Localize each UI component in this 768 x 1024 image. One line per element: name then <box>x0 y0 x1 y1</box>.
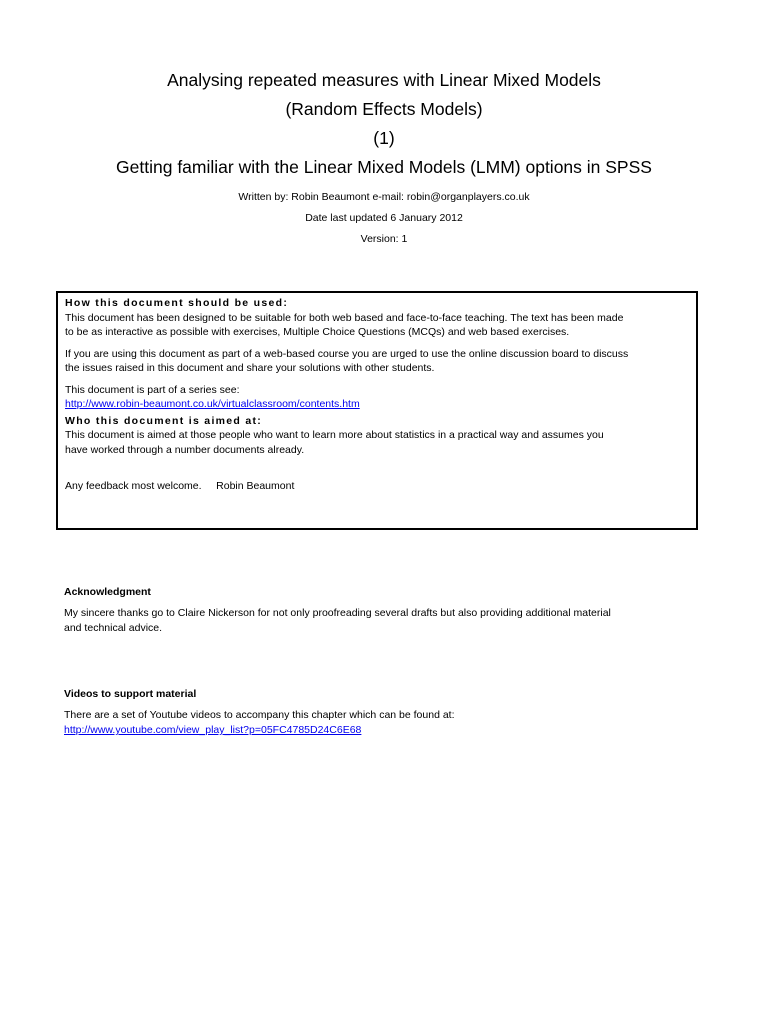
author-line: Written by: Robin Beaumont e-mail: robin@organplayers.co.uk <box>238 191 530 203</box>
date-line: Date last updated 6 January 2012 <box>305 212 463 224</box>
videos-text-line: There are a set of Youtube videos to accompany this chapter which can be found at: <box>64 709 455 721</box>
audience-heading: Who this document is aimed at: <box>65 414 263 427</box>
usage-info-box <box>56 291 698 530</box>
version-line: Version: 1 <box>360 233 408 245</box>
series-label: This document is part of a series see: <box>65 383 240 396</box>
document-subtitle: (Random Effects Models) <box>285 99 483 119</box>
feedback-line: Any feedback most welcome. Robin Beaumont <box>65 480 295 492</box>
usage-paragraph-line: This document has been designed to be suitable for both web based and face-to-face teaching. The text has been made <box>65 311 624 324</box>
acknowledgment-text-line: My sincere thanks go to Claire Nickerson for not only proofreading several drafts but also providing additional material <box>64 607 611 619</box>
series-contents-link[interactable]: http://www.robin-beaumont.co.uk/virtualclassroom/contents.htm <box>65 398 360 410</box>
document-heading: Getting familiar with the Linear Mixed Models (LMM) options in SPSS <box>116 157 652 177</box>
document-part-number: (1) <box>373 128 395 148</box>
web-course-paragraph-line: If you are using this document as part of a web-based course you are urged to use the online discussion board to discuss <box>65 347 629 360</box>
acknowledgment-heading: Acknowledgment <box>64 586 151 598</box>
title-block <box>0 66 768 250</box>
document-title: Analysing repeated measures with Linear Mixed Models <box>167 70 601 90</box>
web-course-paragraph-line: the issues raised in this document and share your solutions with other students. <box>65 362 435 374</box>
videos-heading: Videos to support material <box>64 688 197 700</box>
acknowledgment-text-line: and technical advice. <box>64 622 163 634</box>
audience-paragraph-line: This document is aimed at those people who want to learn more about statistics in a practical way and assumes you <box>65 429 604 441</box>
videos-section <box>64 687 704 738</box>
audience-paragraph-line: have worked through a number documents already. <box>65 443 305 456</box>
youtube-playlist-link[interactable]: http://www.youtube.com/view_play_list?p=05FC4785D24C6E68 <box>64 724 362 736</box>
acknowledgment-section <box>64 585 704 636</box>
usage-heading: How this document should be used: <box>65 297 289 309</box>
usage-paragraph-line: to be as interactive as possible with exercises, Multiple Choice Questions (MCQs) and web based exercises. <box>65 326 570 338</box>
